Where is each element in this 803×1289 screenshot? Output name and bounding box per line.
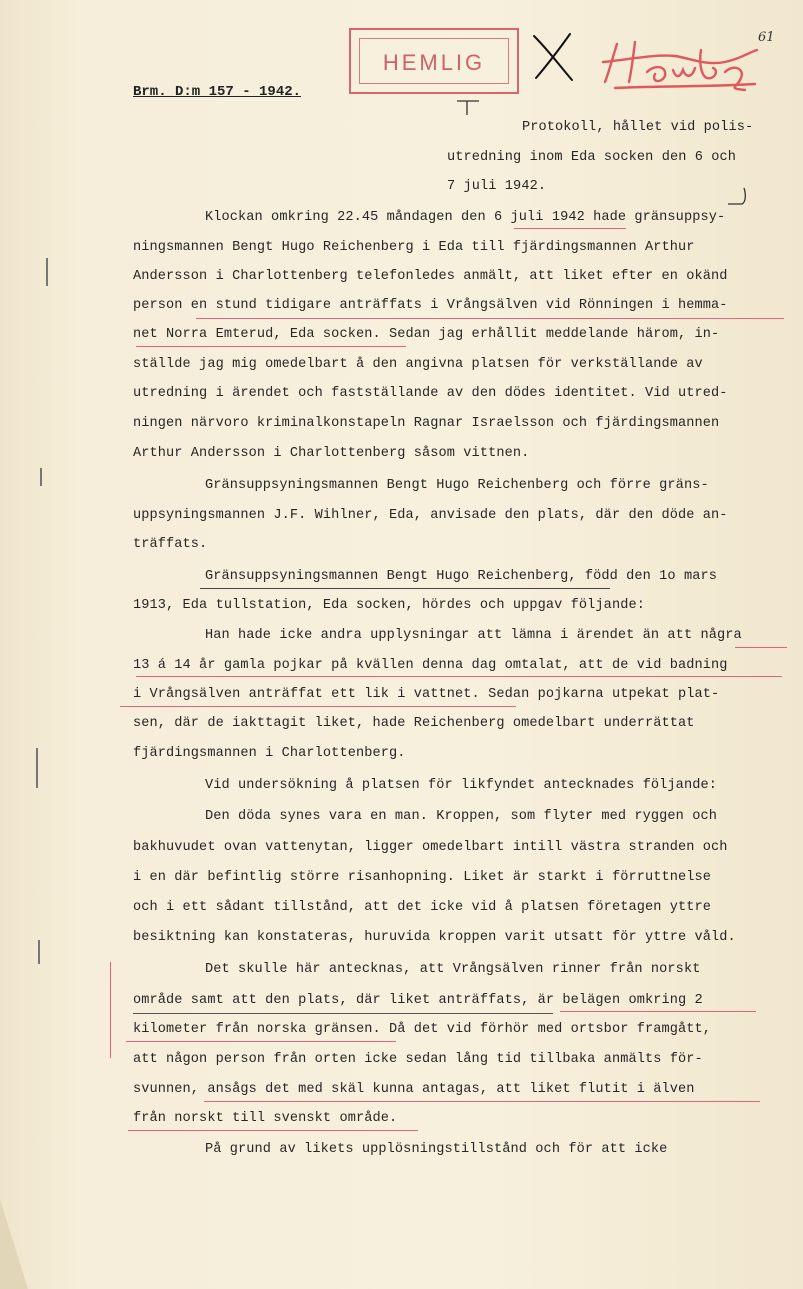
text-line: område samt att den plats, där liket anträffats, är belägen omkring 2 <box>133 993 703 1008</box>
text-line: Gränsuppsyningsmannen Bengt Hugo Reichenberg och förre gräns- <box>205 478 709 493</box>
text-line: bakhuvudet ovan vattenytan, ligger omedelbart intill västra stranden och <box>133 840 728 855</box>
text-line: fjärdingsmannen i Charlottenberg. <box>133 746 406 761</box>
text-line: kilometer från norska gränsen. Då det vid förhör med ortsbor framgått, <box>133 1022 712 1037</box>
text-line: ställde jag mig omedelbart å den angivna platsen för verkställande av <box>133 357 703 372</box>
text-line: 1913, Eda tullstation, Eda socken, hördes och uppgav följande: <box>133 598 645 613</box>
text-line: Vid undersökning å platsen för likfyndet antecknades följande: <box>205 778 717 793</box>
pencil-underline <box>200 588 610 589</box>
punch-mark <box>46 258 48 286</box>
pencil-underline <box>136 676 782 677</box>
text-line: i en där befintlig större risanhopning. Liket är starkt i förruttnelse <box>133 870 712 885</box>
pencil-underline <box>514 228 626 229</box>
pencil-underline <box>560 1011 756 1012</box>
pencil-tick-icon <box>726 186 750 210</box>
text-line: net Norra Emterud, Eda socken. Sedan jag erhållit meddelande härom, in- <box>133 327 720 342</box>
text-line: i Vrångsälven anträffat ett lik i vattnet. Sedan pojkarna utpekat plat- <box>133 687 720 702</box>
pencil-underline <box>204 1101 760 1102</box>
text-line: Andersson i Charlottenberg telefonledes anmält, att liket efter en okänd <box>133 269 728 284</box>
text-line: från norskt till svenskt område. <box>133 1111 398 1126</box>
text-line: sen, där de iakttagit liket, hade Reichenberg omedelbart underrättat <box>133 716 695 731</box>
text-line: träffats. <box>133 537 208 552</box>
text-line: På grund av likets upplösningstillstånd och för att icke <box>205 1142 668 1157</box>
text-line: Arthur Andersson i Charlottenberg såsom vittnen. <box>133 446 530 461</box>
text-line: besiktning kan konstateras, huruvida kroppen varit utsatt för yttre våld. <box>133 930 736 945</box>
handwritten-annotation <box>595 32 765 92</box>
text-line: Gränsuppsyningsmannen Bengt Hugo Reichenberg, född den 1o mars <box>205 569 717 584</box>
text-line: ningen närvoro kriminalkonstapeln Ragnar Israelsson och fjärdingsmannen <box>133 416 720 431</box>
text-line: och i ett sådant tillstånd, att det icke vid å platsen företagen yttre <box>133 900 712 915</box>
text-line: svunnen, ansågs det med skäl kunna antagas, att liket flutit i älven <box>133 1082 695 1097</box>
pencil-underline <box>120 706 516 707</box>
pencil-underline <box>735 647 787 648</box>
text-line: Den döda synes vara en man. Kroppen, som flyter med ryggen och <box>205 809 717 824</box>
text-line: att någon person från orten icke sedan lång tid tillbaka anmälts för- <box>133 1052 703 1067</box>
pencil-underline <box>128 1130 418 1131</box>
text-line: Han hade icke andra upplysningar att lämna i ärendet än att några <box>205 628 742 643</box>
pencil-underline <box>126 1041 396 1042</box>
punch-mark <box>40 468 42 486</box>
text-line: 13 á 14 år gamla pojkar på kvällen denna dag omtalat, att de vid badning <box>133 658 728 673</box>
punch-mark <box>36 748 38 788</box>
pencil-tick-icon <box>455 97 481 117</box>
document-reference: Brm. D:m 157 - 1942. <box>133 84 302 100</box>
heading-line: utredning inom Eda socken den 6 och <box>447 150 737 165</box>
corner-fold <box>0 1199 28 1289</box>
pencil-underline <box>196 318 784 319</box>
text-line: Det skulle här antecknas, att Vrångsälven rinner från norskt <box>205 962 701 977</box>
heading-line: Protokoll, hållet vid polis- <box>522 120 754 135</box>
x-mark-icon <box>530 30 578 82</box>
text-line: ningsmannen Bengt Hugo Reichenberg i Eda till fjärdingsmannen Arthur <box>133 240 695 255</box>
secret-stamp <box>349 28 519 94</box>
heading-line: 7 juli 1942. <box>447 179 547 194</box>
stamp-text: HEMLIG <box>359 38 509 84</box>
text-line: utredning i ärendet och fastställande av den dödes identitet. Vid utred- <box>133 386 728 401</box>
pencil-underline <box>136 346 406 347</box>
text-line: uppsyningsmannen J.F. Wihlner, Eda, anvisade den plats, där den döde an- <box>133 508 728 523</box>
pencil-margin-mark <box>110 962 111 1058</box>
punch-mark <box>38 940 40 964</box>
text-line: person en stund tidigare anträffats i Vrångsälven vid Rönningen i hemma- <box>133 298 728 313</box>
pencil-underline <box>133 1013 553 1014</box>
text-line: Klockan omkring 22.45 måndagen den 6 juli 1942 hade gränsuppsy- <box>205 210 726 225</box>
page-number: 61 <box>758 30 775 45</box>
